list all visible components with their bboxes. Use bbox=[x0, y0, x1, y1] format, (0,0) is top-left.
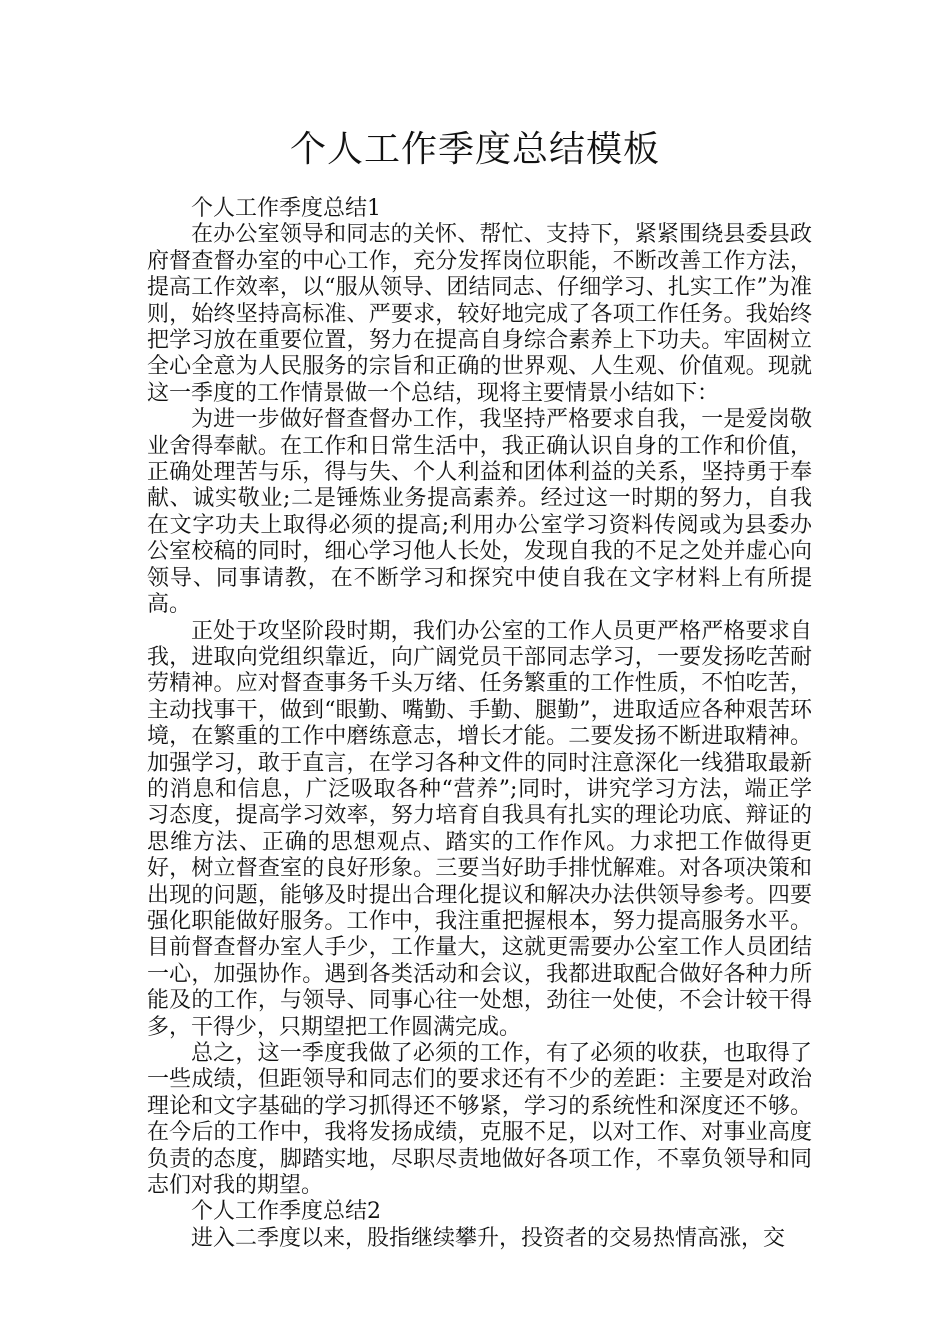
section-2-paragraph-1: 进入二季度以来，股指继续攀升，投资者的交易热情高涨，交 bbox=[191, 1225, 786, 1251]
section-1-paragraph-1: 在办公室领导和同志的关怀、帮忙、支持下，紧紧围绕县委县政府督查督办室的中心工作，充分发挥岗位职能，不断改善工作方法，提高工作效率，以“服从领导、团结同志、仔细学习、扎实工作”为准则，始终坚持高标准、严要求，较好地完成了各项工作任务。我始终把学习放在重要位置，努力在提高自身综合素养上下功夫。牢固树立全心全意为人民服务的宗旨和正确的世界观、人生观、价值观。现就这一季度的工作情景做一个总结，现将主要情景小结如下： bbox=[147, 222, 812, 406]
section-1-paragraph-4: 总之，这一季度我做了必须的工作，有了必须的收获，也取得了一些成绩，但距领导和同志们的要求还有不少的差距：主要是对政治理论和文字基础的学习抓得还不够紧，学习的系统性和深度还不够。在今后的工作中，我将发扬成绩，克服不足，以对工作、对事业高度负责的态度，脚踏实地，尽职尽责地做好各项工作，不辜负领导和同志们对我的期望。 bbox=[147, 1041, 812, 1199]
section-heading-1: 个人工作季度总结1 bbox=[191, 196, 381, 221]
document-title: 个人工作季度总结模板 bbox=[289, 129, 660, 170]
section-heading-2: 个人工作季度总结2 bbox=[191, 1199, 381, 1225]
section-1-paragraph-2: 为进一步做好督查督办工作，我坚持严格要求自我，一是爱岗敬业舍得奉献。在工作和日常生活中，我正确认识自身的工作和价值，正确处理苦与乐，得与失、个人利益和团体利益的关系，坚持勇于奉献、诚实敬业;二是锤炼业务提高素养。经过这一时期的努力，自我在文字功夫上取得必须的提高;利用办公室学习资料传阅或为县委办公室校稿的同时，细心学习他人长处，发现自我的不足之处并虚心向领导、同事请教，在不断学习和探究中使自我在文字材料上有所提高。 bbox=[147, 407, 812, 618]
document-body bbox=[147, 196, 812, 1252]
section-1-paragraph-3: 正处于攻坚阶段时期，我们办公室的工作人员更严格严格要求自我，进取向党组织靠近，向广阔党员干部同志学习，一要发扬吃苦耐劳精神。应对督查事务千头万绪、任务繁重的工作性质，不怕吃苦，主动找事干，做到“眼勤、嘴勤、手勤、腿勤”，进取适应各种艰苦环境，在繁重的工作中磨练意志，增长才能。二要发扬不断进取精神。加强学习，敢于直言，在学习各种文件的同时注意深化一线猎取最新的消息和信息，广泛吸取各种“营养”;同时，讲究学习方法，端正学习态度，提高学习效率，努力培育自我具有扎实的理论功底、辩证的思维方法、正确的思想观点、踏实的工作作风。力求把工作做得更好，树立督查室的良好形象。三要当好助手排忧解难。对各项决策和出现的问题，能够及时提出合理化提议和解决办法供领导参考。四要强化职能做好服务。工作中，我注重把握根本，努力提高服务水平。目前督查督办室人手少，工作量大，这就更需要办公室工作人员团结一心，加强协作。遇到各类活动和会议，我都进取配合做好各种力所能及的工作，与领导、同事心往一处想，劲往一处使，不会计较干得多，干得少，只期望把工作圆满完成。 bbox=[147, 618, 812, 1040]
